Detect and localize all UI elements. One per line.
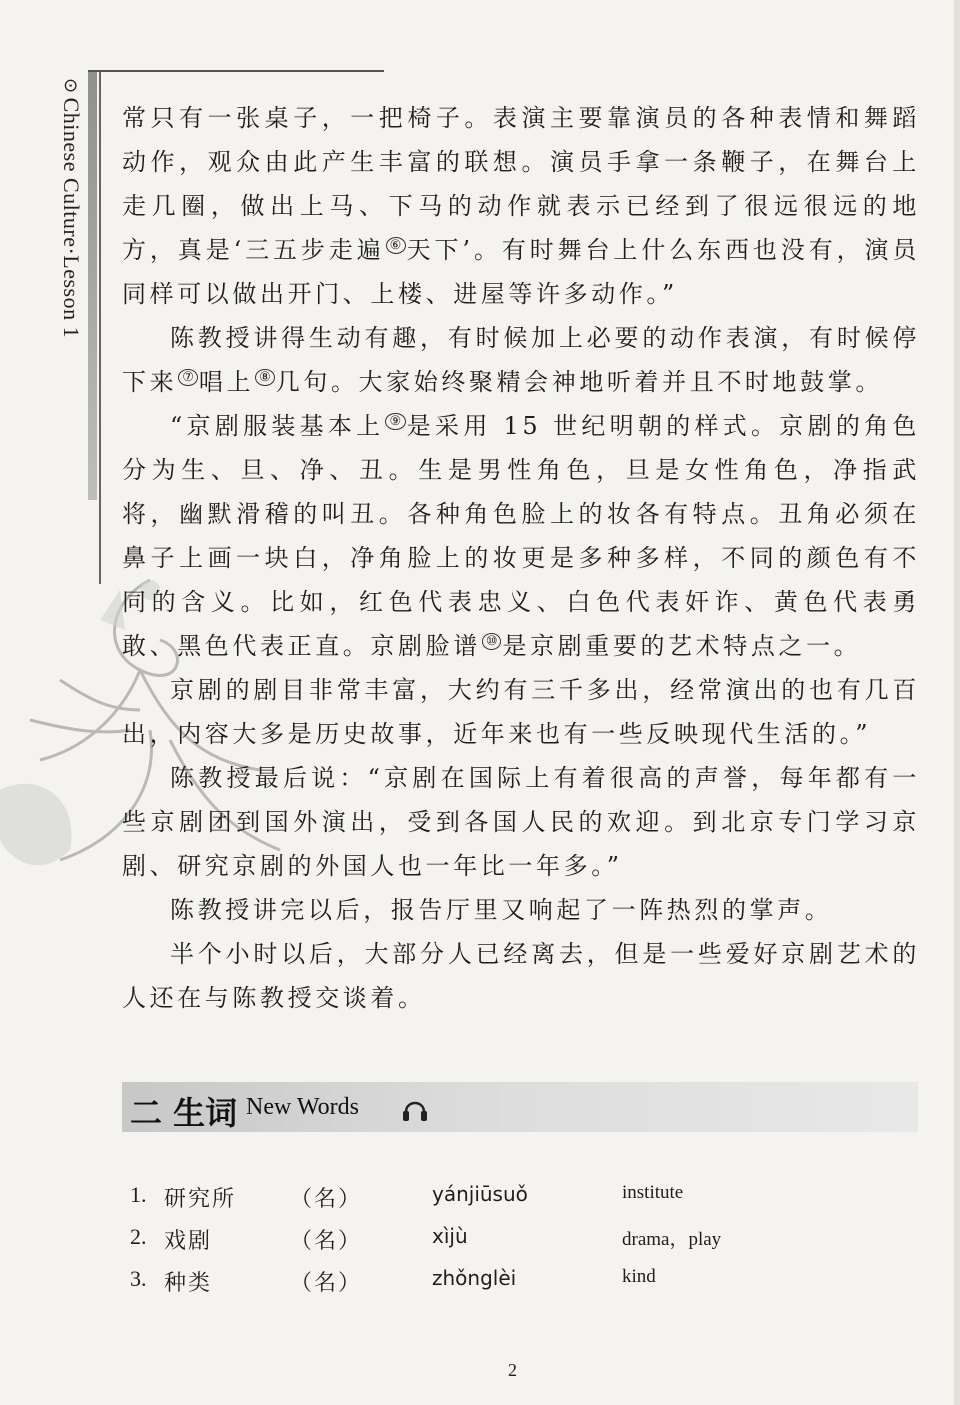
text-run: 几句。大家始终聚精会神地听着并且不时地鼓掌。 bbox=[275, 368, 883, 396]
vocab-part-of-speech: （名） bbox=[290, 1187, 363, 1212]
paragraph bbox=[122, 404, 920, 668]
vocab-number: 1. bbox=[130, 1182, 147, 1207]
text-run: 陈教授讲完以后，报告厅里又响起了一阵热烈的掌声。 bbox=[170, 896, 833, 924]
vocab-part-of-speech: （名） bbox=[290, 1229, 363, 1254]
paragraph bbox=[122, 888, 920, 932]
text-run: “京剧服装基本上 bbox=[170, 412, 385, 440]
side-rule bbox=[99, 72, 101, 584]
vocab-english: institute bbox=[622, 1182, 684, 1203]
vocab-word: 戏剧 bbox=[164, 1229, 213, 1254]
text-run: 陈教授讲得生动有趣，有时候加上必要的动作表演，有时候停下来 bbox=[122, 324, 920, 396]
vocab-number: 2. bbox=[130, 1224, 147, 1249]
lesson-label bbox=[58, 78, 84, 338]
page-edge bbox=[954, 0, 960, 1405]
text-run: 京剧的剧目非常丰富，大约有三千多出，经常演出的也有几百出，内容大多是历史故事，近年来也有一些反映现代生活的。” bbox=[122, 676, 920, 748]
text-run: 常只有一张桌子，一把椅子。表演主要靠演员的各种表情和舞蹈动作，观众由此产生丰富的联想。演员手拿一条鞭子，在舞台上走几圈，做出上马、下马的动作就表示已经到了很远很远的地方，真是‘三五步走遍 bbox=[122, 104, 920, 264]
body-text bbox=[122, 96, 920, 1020]
page-number: 2 bbox=[508, 1360, 517, 1380]
vocab-number: 3. bbox=[130, 1266, 147, 1291]
paragraph bbox=[122, 316, 920, 404]
vocab-pinyin: xìjù bbox=[432, 1224, 468, 1248]
paragraph bbox=[122, 96, 920, 316]
footnote-marker: ⑩ bbox=[482, 633, 502, 650]
lesson-label-text: Chinese Culture·Lesson 1 bbox=[59, 97, 84, 339]
vocab-word: 研究所 bbox=[164, 1187, 237, 1212]
vocab-english: kind bbox=[622, 1266, 656, 1287]
text-run: 天下’。有时舞台上什么东西也没有，演员同样可以做出开门、上楼、进屋等许多动作。” bbox=[122, 236, 921, 308]
section-subtitle: New Words bbox=[246, 1094, 359, 1120]
paragraph bbox=[122, 668, 920, 756]
vocab-word: 种类 bbox=[164, 1271, 213, 1296]
vocab-english: drama，play bbox=[622, 1229, 722, 1250]
text-run: 陈教授最后说：“京剧在国际上有着很高的声誉，每年都有一些京剧团到国外演出，受到各国人民的欢迎。到北京专门学习京剧、研究京剧的外国人也一年比一年多。” bbox=[122, 764, 920, 880]
vocab-part-of-speech: （名） bbox=[290, 1271, 363, 1296]
vocab-row bbox=[130, 1224, 910, 1260]
vocab-row bbox=[130, 1182, 910, 1218]
top-rule bbox=[88, 70, 384, 72]
footnote-marker: ⑧ bbox=[255, 369, 275, 386]
paragraph bbox=[122, 932, 920, 1020]
vocab-pinyin: yánjiūsuǒ bbox=[432, 1182, 528, 1206]
audio-icon[interactable] bbox=[400, 1094, 430, 1124]
vocab-pinyin: zhǒnglèi bbox=[432, 1266, 517, 1290]
text-run: 是京剧重要的艺术特点之一。 bbox=[502, 632, 862, 660]
paragraph bbox=[122, 756, 920, 888]
section-title: 二 生词 bbox=[130, 1094, 238, 1132]
text-run: 半个小时以后，大部分人已经离去，但是一些爱好京剧艺术的人还在与陈教授交谈着。 bbox=[122, 940, 920, 1012]
sidebar-bar bbox=[88, 70, 97, 500]
section-header-bar bbox=[122, 1082, 918, 1132]
text-run: 唱上 bbox=[198, 368, 255, 396]
vocab-row bbox=[130, 1266, 910, 1302]
footnote-marker: ⑨ bbox=[385, 413, 405, 430]
bullet-icon: ⊙ bbox=[61, 78, 81, 94]
text-run: 是采用 15 世纪明朝的样式。京剧的角色分为生、旦、净、丑。生是男性角色，旦是女性角色，净指武将，幽默滑稽的叫丑。各种角色脸上的妆各有特点。丑角必须在鼻子上画一块白，净角脸上的妆更是多种多样，不同的颜色有不同的含义。比如，红色代表忠义、白色代表奸诈、黄色代表勇敢、黑色代表正直。京剧脸谱 bbox=[122, 412, 920, 660]
footnote-marker: ⑦ bbox=[178, 369, 198, 386]
footnote-marker: ⑥ bbox=[386, 237, 406, 254]
